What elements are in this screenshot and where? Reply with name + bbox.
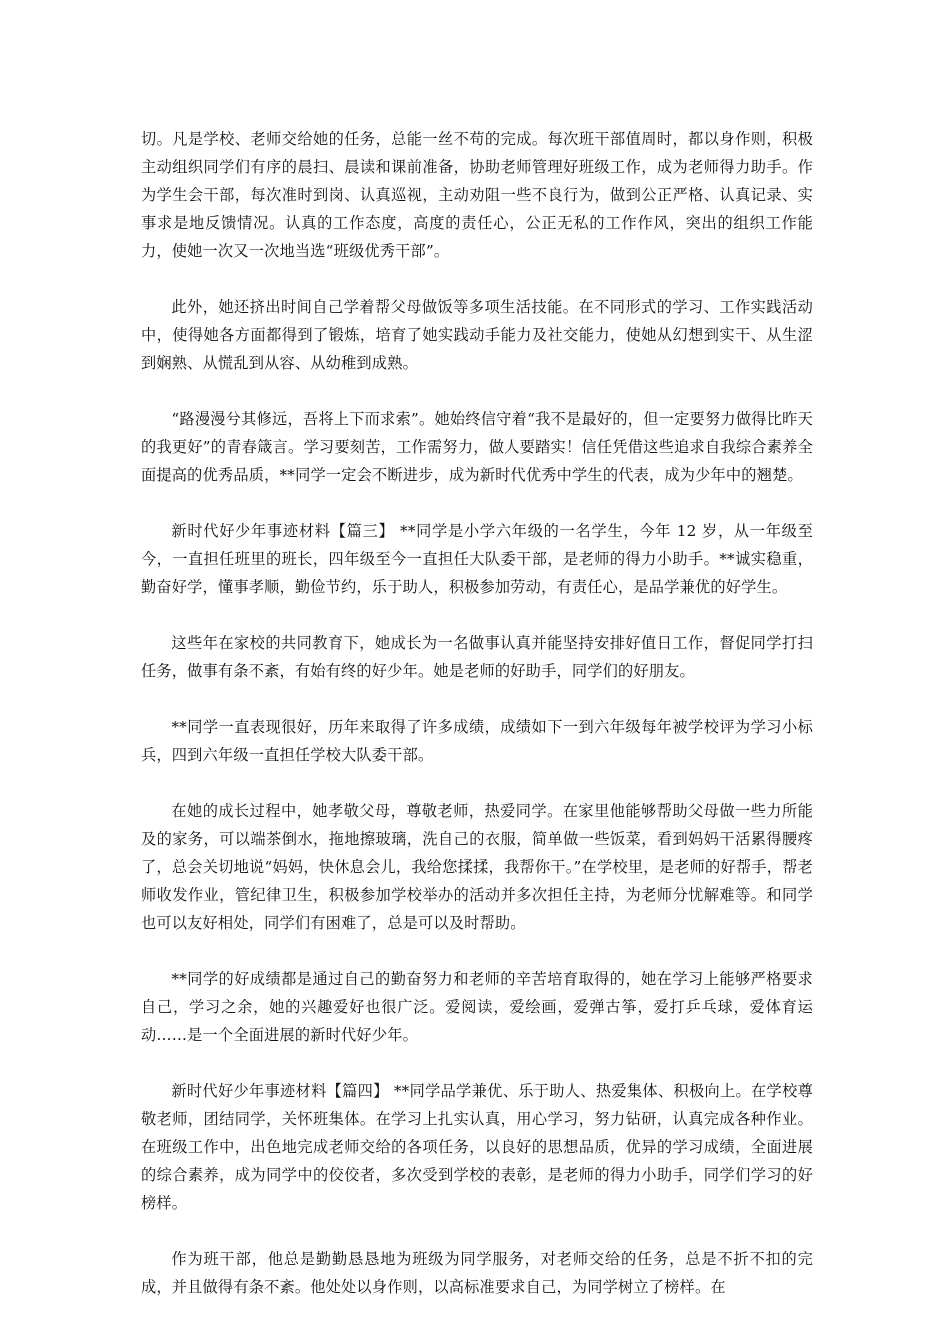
paragraph-life-skills: 此外，她还挤出时间自己学着帮父母做饭等多项生活技能。在不同形式的学习、工作实践活动中，使得她各方面都得到了锻炼，培育了她实践动手能力及社交能力，使她从幻想到实干、从生涩到娴熟、从慌乱到从容、从幼稚到成熟。 [141,298,813,372]
paragraph-growth: 在她的成长过程中，她孝敬父母，尊敬老师，热爱同学。在家里他能够帮助父母做一些力所能及的家务，可以端茶倒水，拖地擦玻璃，洗自己的衣服，简单做一些饭菜，看到妈妈干活累得腰疼了，总会关切地说“妈妈，快休息会儿，我给您揉揉，我帮你干。”在学校里，是老师的好帮手，帮老师收发作业，管纪律卫生，积极参加学校举办的活动并多次担任主持，为老师分忧解难等。和同学也可以友好相处，同学们有困难了，总是可以及时帮助。 [141,802,813,932]
paragraph-motto: “路漫漫兮其修远，吾将上下而求索”。她始终信守着“我不是最好的，但一定要努力做得比昨天的我更好”的青春箴言。学习要刻苦，工作需努力，做人要踏实！信任凭借这些追求自我综合素养全面提高的优秀品质，**同学一定会不断进步，成为新时代优秀中学生的代表，成为少年中的翘楚。 [141,410,813,484]
paragraph-achievements: **同学一直表现很好，历年来取得了许多成绩，成绩如下一到六年级每年被学校评为学习小标兵，四到六年级一直担任学校大队委干部。 [141,718,813,764]
document-page [141,125,813,1301]
paragraph-section-three: 新时代好少年事迹材料【篇三】 **同学是小学六年级的一名学生，今年 12 岁，从一年级至今，一直担任班里的班长，四年级至今一直担任大队委干部，是老师的得力小助手。**诚实稳重，勤奋好学，懂事孝顺，勤俭节约，乐于助人，积极参加劳动，有责任心，是品学兼优的好学生。 [141,522,813,596]
paragraph-home-school: 这些年在家校的共同教育下，她成长为一名做事认真并能坚持安排好值日工作，督促同学打扫任务，做事有条不紊，有始有终的好少年。她是老师的好助手，同学们的好朋友。 [141,634,813,680]
paragraph-class-cadre: 作为班干部，他总是勤勤恳恳地为班级为同学服务，对老师交给的任务，总是不折不扣的完成，并且做得有条不紊。他处处以身作则，以高标准要求自己，为同学树立了榜样。在 [141,1250,813,1296]
paragraph-continuation: 切。凡是学校、老师交给她的任务，总能一丝不苟的完成。每次班干部值周时，都以身作则，积极主动组织同学们有序的晨扫、晨读和课前准备，协助老师管理好班级工作，成为老师得力助手。作为学生会干部，每次准时到岗、认真巡视，主动劝阻一些不良行为，做到公正严格、认真记录、实事求是地反馈情况。认真的工作态度，高度的责任心，公正无私的工作作风，突出的组织工作能力，使她一次又一次地当选“班级优秀干部”。 [141,130,813,260]
paragraph-section-four: 新时代好少年事迹材料【篇四】 **同学品学兼优、乐于助人、热爱集体、积极向上。在学校尊敬老师，团结同学，关怀班集体。在学习上扎实认真，用心学习，努力钻研，认真完成各种作业。在班级工作中，出色地完成老师交给的各项任务，以良好的思想品质，优异的学习成绩，全面进展的综合素养，成为同学中的佼佼者，多次受到学校的表彰，是老师的得力小助手，同学们学习的好榜样。 [141,1082,813,1212]
paragraph-hobbies: **同学的好成绩都是通过自己的勤奋努力和老师的辛苦培育取得的，她在学习上能够严格要求自己，学习之余，她的兴趣爱好也很广泛。爱阅读，爱绘画，爱弹古筝，爱打乒乓球，爱体育运动……是一个全面进展的新时代好少年。 [141,970,813,1044]
